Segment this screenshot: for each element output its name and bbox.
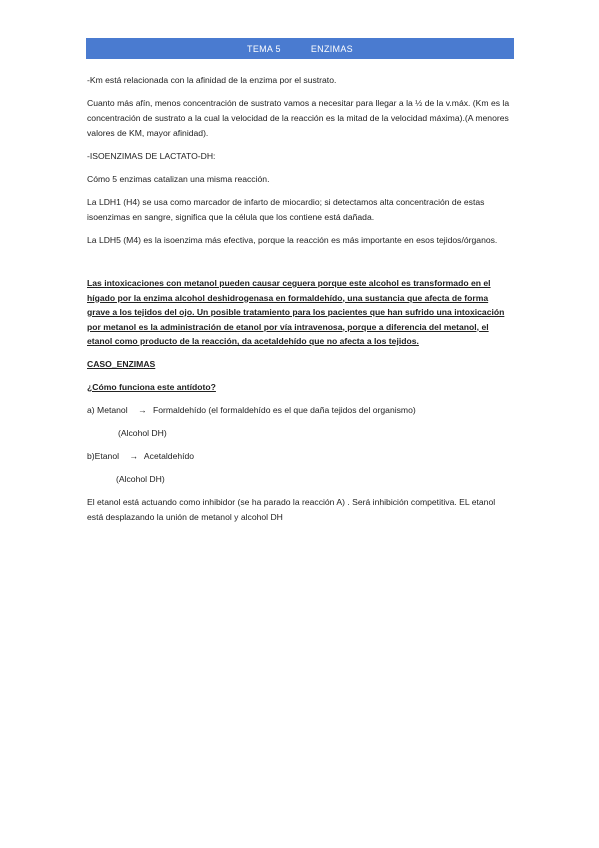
reaction-b-product: Acetaldehído <box>143 450 195 461</box>
reaction-b-prefix: b)Etanol <box>87 450 120 461</box>
reaction-b <box>87 449 513 464</box>
header-topic-number: TEMA 5 <box>247 43 281 54</box>
reaction-b-enzyme: (Alcohol DH) <box>116 473 165 484</box>
arrow-right-icon: → <box>129 450 138 461</box>
conclusion: El etanol está actuando como inhibidor (se ha parado la reacción A) . Será inhibición competitiva. EL etanol está desplazando la unión de metanol y alcohol DH <box>87 496 496 522</box>
isoenzymes-intro: Cómo 5 enzimas catalizan una misma reacción. <box>87 174 270 184</box>
header-topic-name: ENZIMAS <box>310 43 353 54</box>
reaction-a-product: Formaldehído (el formaldehído es el que daña tejidos del organismo) <box>152 404 416 415</box>
reaction-a-enzyme: (Alcohol DH) <box>118 427 167 438</box>
methanol-paragraph: Las intoxicaciones con metanol pueden causar ceguera porque este alcohol es transformado en el hígado por la enzima alcohol deshidrogenasa en formaldehído, una sustancia que afecta de forma grave a los tejidos del ojo. Un posible tratamiento para los pacientes que han sufrido una intoxicación por metanol es la administración de etanol por vía intravenosa, porque a diferencia del metanol, el etanol como producto de la reacción, da acetaldehído que no afecta a los tejidos. <box>87 278 505 346</box>
question-heading: ¿Cómo funciona este antídoto? <box>87 381 216 392</box>
reaction-a <box>87 403 513 418</box>
ldh5-text: La LDH5 (M4) es la isoenzima más efectiva, porque la reacción es más importante en esos tejidos/órganos. <box>87 235 498 245</box>
case-title: CASO_ENZIMAS <box>87 358 156 369</box>
arrow-right-icon: → <box>138 404 147 415</box>
page-header <box>86 38 514 59</box>
document-body <box>87 73 513 533</box>
isoenzymes-heading: -ISOENZIMAS DE LACTATO-DH: <box>87 151 216 161</box>
km-explanation: Cuanto más afín, menos concentración de sustrato vamos a necesitar para llegar a la ½ de la v.máx. (Km es la concentración de sustrato a la cual la velocidad de la reacción es la mitad de la velocidad máxima).(A menores valores de KM, mayor afinidad). <box>87 98 510 138</box>
ldh1-text: La LDH1 (H4) se usa como marcador de infarto de miocardio; si detectamos alta concentración de estas isoenzimas en sangre, significa que la célula que los contiene está dañada. <box>87 197 485 222</box>
reaction-a-prefix: a) Metanol <box>87 404 128 415</box>
km-line: -Km está relacionada con la afinidad de la enzima por el sustrato. <box>87 75 337 85</box>
